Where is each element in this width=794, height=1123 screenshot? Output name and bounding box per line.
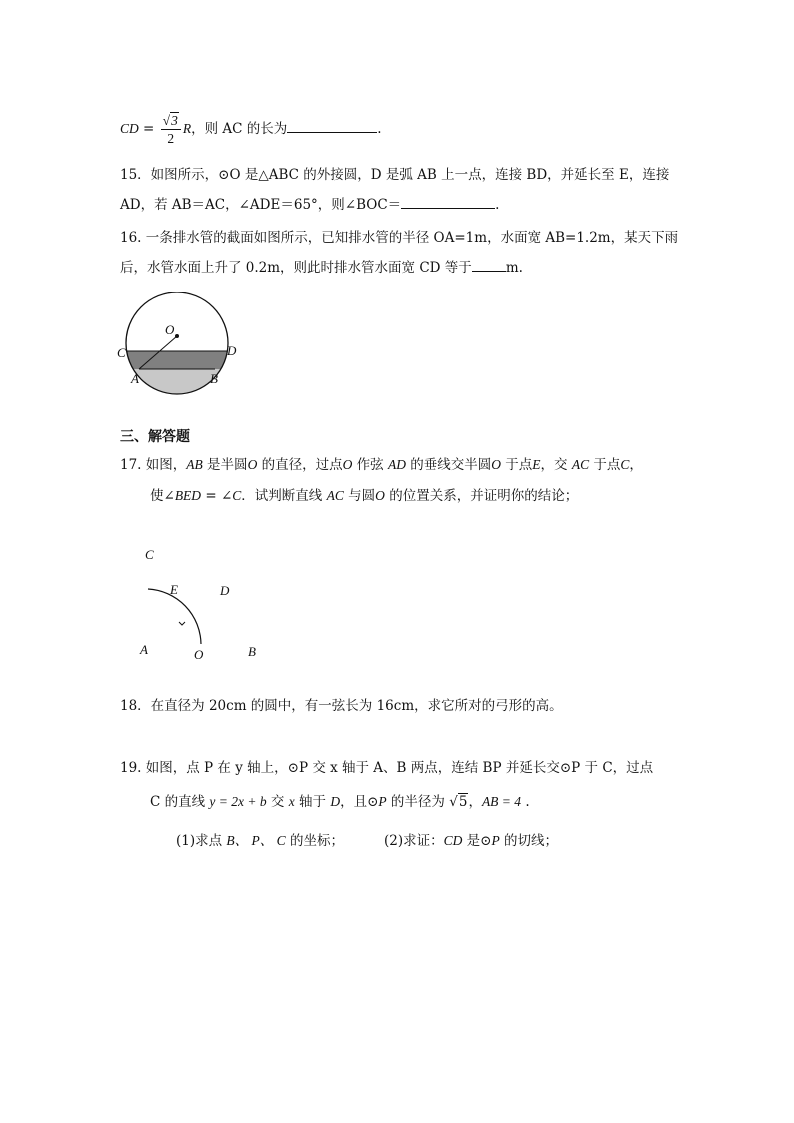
q14-text: ，则 AC 的长为 xyxy=(191,121,288,137)
label-b: B xyxy=(248,644,256,659)
q19-text: . xyxy=(521,794,530,810)
q17-text: 的直径，过点 xyxy=(257,457,343,473)
q16-line2-text: 后，水管水面上升了 0.2m，则此时排水管水面宽 CD 等于 xyxy=(120,260,472,276)
section-title: 三、解答题 xyxy=(120,429,190,445)
var-o: O xyxy=(375,488,385,503)
q17-text: 作弦 xyxy=(352,457,388,473)
q19-text: (1)求点 xyxy=(176,833,227,849)
q19-text: 的切线； xyxy=(499,833,559,849)
arc xyxy=(148,589,201,644)
sqrt-radicand: 3 xyxy=(171,113,178,128)
q17-text: 于点 xyxy=(501,457,533,473)
q19-text: ， xyxy=(468,794,482,810)
q19-text: 交 xyxy=(266,794,289,810)
var-c: C xyxy=(620,457,630,472)
q19-line2 xyxy=(150,793,530,811)
label-b: B xyxy=(210,371,218,386)
q18-line: 18．在直径为 20cm 的圆中，有一弦长为 16cm，求它所对的弓形的高。 xyxy=(120,698,563,714)
var-ac: AC xyxy=(571,457,590,472)
q17-text: 于点 xyxy=(589,457,621,473)
label-o: O xyxy=(194,647,204,662)
q16-line2 xyxy=(120,259,523,277)
q17-text: ．试判断直线 xyxy=(241,488,327,504)
sqrt-radicand: 5 xyxy=(458,794,468,810)
label-d: D xyxy=(220,583,230,598)
var-o: O xyxy=(247,457,258,472)
q19-text: (2)求证： xyxy=(383,833,444,849)
q19-text: 轴于 xyxy=(294,794,331,810)
q15-line2 xyxy=(120,196,499,214)
q19-text: ，且⊙ xyxy=(340,794,379,810)
label-a: A xyxy=(140,642,148,657)
answer-blank[interactable] xyxy=(401,196,495,209)
q17-text: = ∠ xyxy=(201,488,233,504)
answer-blank[interactable] xyxy=(287,120,377,133)
q17-text: ， xyxy=(629,457,643,473)
var-c: C xyxy=(232,488,242,503)
var-x: x xyxy=(288,794,295,809)
var-e: E xyxy=(532,457,541,472)
q19-text: 的半径为 xyxy=(386,794,450,810)
fraction-denominator: 2 xyxy=(167,131,175,146)
q14-tail-line xyxy=(120,112,382,147)
q16-end: m. xyxy=(505,260,523,276)
q19-text: C 的直线 xyxy=(150,794,210,810)
pipe-figure xyxy=(110,292,250,396)
fraction xyxy=(161,112,181,147)
q17-text: ，交 xyxy=(540,457,572,473)
var-ad: AD xyxy=(387,457,406,472)
line-equation: y = 2x + b xyxy=(209,794,267,809)
sqrt-symbol: √ xyxy=(449,794,458,810)
var-d: D xyxy=(330,794,341,809)
r-label: R xyxy=(182,121,192,136)
q15-line1: 15．如图所示，⊙O 是△ABC 的外接圆，D 是弧 AB 上一点，连接 BD，并延长至 E，连接 xyxy=(120,167,670,183)
q17-text: 17. 如图， xyxy=(120,457,187,473)
q19-line1: 19. 如图，点 P 在 y 轴上，⊙P 交 x 轴于 A、B 两点，连结 BP 并延长交⊙P 于 C，过点 xyxy=(120,760,654,776)
q17-text: 使∠ xyxy=(150,488,175,504)
q19-subquestions xyxy=(176,832,558,850)
var-cd: CD xyxy=(443,833,463,848)
var-ac: AC xyxy=(326,488,344,503)
var-bed: BED xyxy=(174,488,202,503)
equals-sign: = xyxy=(138,121,159,137)
label-c: C xyxy=(117,345,126,360)
q17-text: 的垂线交半圆 xyxy=(405,457,492,473)
q16-line1: 16. 一条排水管的截面如图所示，已知排水管的半径 OA=1m，水面宽 AB=1.2m，某天下雨 xyxy=(120,230,679,246)
answer-blank[interactable] xyxy=(472,259,506,272)
fraction-numerator: √3 xyxy=(161,112,181,130)
label-a: A xyxy=(131,371,139,386)
label-d: D xyxy=(227,343,237,358)
var-o: O xyxy=(491,457,501,472)
label-o: O xyxy=(165,322,175,337)
var-points: B、 P、 C xyxy=(226,833,286,848)
q19-text: 的坐标； xyxy=(285,833,344,849)
var-o: O xyxy=(342,457,353,472)
var-ab: AB xyxy=(186,457,203,472)
var-p: P xyxy=(491,833,500,848)
q17-text: 的位置关系，并证明你的结论； xyxy=(384,488,579,504)
q17-line2 xyxy=(150,487,578,505)
q17-text: 是半圆 xyxy=(202,457,248,473)
small-mark xyxy=(179,622,185,625)
semicircle-figure xyxy=(130,540,280,670)
q19-text: 是⊙ xyxy=(462,833,492,849)
q17-line1 xyxy=(120,456,643,474)
center-point xyxy=(175,334,179,338)
cd-label: CD xyxy=(120,121,139,136)
label-c: C xyxy=(145,547,154,562)
q15-end: . xyxy=(495,197,500,213)
var-p: P xyxy=(378,794,387,809)
q14-end: . xyxy=(377,121,382,137)
label-e: E xyxy=(170,582,178,597)
q17-text: 与圆 xyxy=(343,488,376,504)
ab-equation: AB = 4 xyxy=(481,794,522,809)
q15-line2-text: AD，若 AB＝AC，∠ADE＝65°，则∠BOC＝ xyxy=(120,197,402,213)
